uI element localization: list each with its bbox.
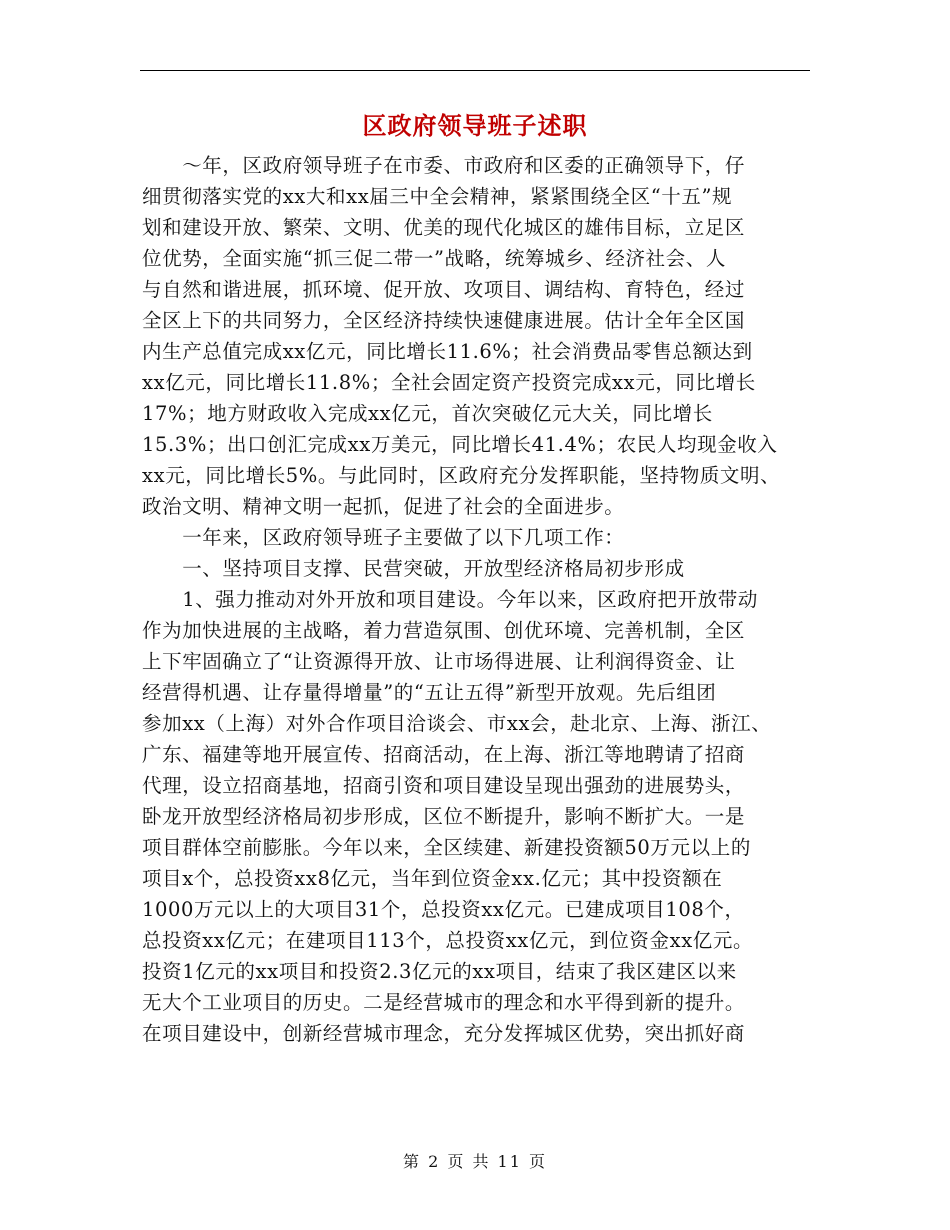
body-text-line: 全区上下的共同努力，全区经济持续快速健康进展。估计全年全区国: [142, 309, 746, 332]
body-text-line: 15.3%；出口创汇完成xx万美元，同比增长41.4%；农民人均现金收入: [142, 433, 778, 456]
body-text-line: ～年，区政府领导班子在市委、市政府和区委的正确领导下，仔: [142, 154, 746, 177]
body-text-line: 位优势，全面实施“抓三促二带一”战略，统筹城乡、经济社会、人: [142, 247, 726, 270]
body-text-line: 投资1亿元的xx项目和投资2.3亿元的xx项目，结束了我区建区以来: [142, 960, 737, 983]
body-text-line: 与自然和谐进展，抓环境、促开放、攻项目、调结构、育特色，经过: [142, 278, 746, 301]
body-text-line: 划和建设开放、繁荣、文明、优美的现代化城区的雄伟目标，立足区: [142, 216, 746, 239]
body-text-line: xx元，同比增长5%。与此同时，区政府充分发挥职能，坚持物质文明、: [142, 464, 781, 487]
body-text-line: 项目群体空前膨胀。今年以来，全区续建、新建投资额50万元以上的: [142, 836, 751, 859]
body-text-line: 政治文明、精神文明一起抓，促进了社会的全面进步。: [142, 495, 625, 518]
body-text-line: 上下牢固确立了“让资源得开放、让市场得进展、让利润得资金、让: [142, 650, 736, 673]
body-text-line: 参加xx（上海）对外合作项目洽谈会、市xx会，赴北京、上海、浙江、: [142, 712, 772, 735]
body-text-line: 一年来，区政府领导班子主要做了以下几项工作：: [142, 526, 625, 549]
body-text-line: 项目x个，总投资xx8亿元，当年到位资金xx.亿元；其中投资额在: [142, 867, 723, 890]
document-body: [142, 150, 810, 1049]
header-rule: [140, 70, 810, 71]
body-text-line: 1000万元以上的大项目31个，总投资xx亿元。已建成项目108个，: [142, 898, 745, 921]
body-text-line: 一、坚持项目支撑、民营突破，开放型经济格局初步形成: [142, 557, 685, 580]
body-text-line: 17%；地方财政收入完成xx亿元，首次突破亿元大关，同比增长: [142, 402, 713, 425]
body-text-line: 总投资xx亿元；在建项目113个，总投资xx亿元，到位资金xx亿元。: [142, 929, 754, 952]
body-text-line: 作为加快进展的主战略，着力营造氛围、创优环境、完善机制，全区: [142, 619, 746, 642]
body-text-line: 在项目建设中，创新经营城市理念，充分发挥城区优势，突出抓好商: [142, 1022, 746, 1045]
page-number: 第 2 页 共 11 页: [403, 1152, 547, 1171]
document-title: 区政府领导班子述职: [362, 111, 588, 140]
body-text-line: 内生产总值完成xx亿元，同比增长11.6%；社会消费品零售总额达到: [142, 340, 753, 363]
body-text-line: 细贯彻落实党的xx大和xx届三中全会精神，紧紧围绕全区“十五”规: [142, 185, 733, 208]
body-text-line: 1、强力推动对外开放和项目建设。今年以来，区政府把开放带动: [142, 588, 759, 611]
body-text-line: 无大个工业项目的历史。二是经营城市的理念和水平得到新的提升。: [142, 991, 746, 1014]
body-text-line: 代理，设立招商基地，招商引资和项目建设呈现出强劲的进展势头，: [142, 774, 746, 797]
body-text-line: xx亿元，同比增长11.8%；全社会固定资产投资完成xx元，同比增长: [142, 371, 756, 394]
body-text-line: 卧龙开放型经济格局初步形成，区位不断提升，影响不断扩大。一是: [142, 805, 746, 828]
body-text-line: 经营得机遇、让存量得增量”的“五让五得”新型开放观。先后组团: [142, 681, 717, 704]
body-text-line: 广东、福建等地开展宣传、招商活动，在上海、浙江等地聘请了招商: [142, 743, 746, 766]
